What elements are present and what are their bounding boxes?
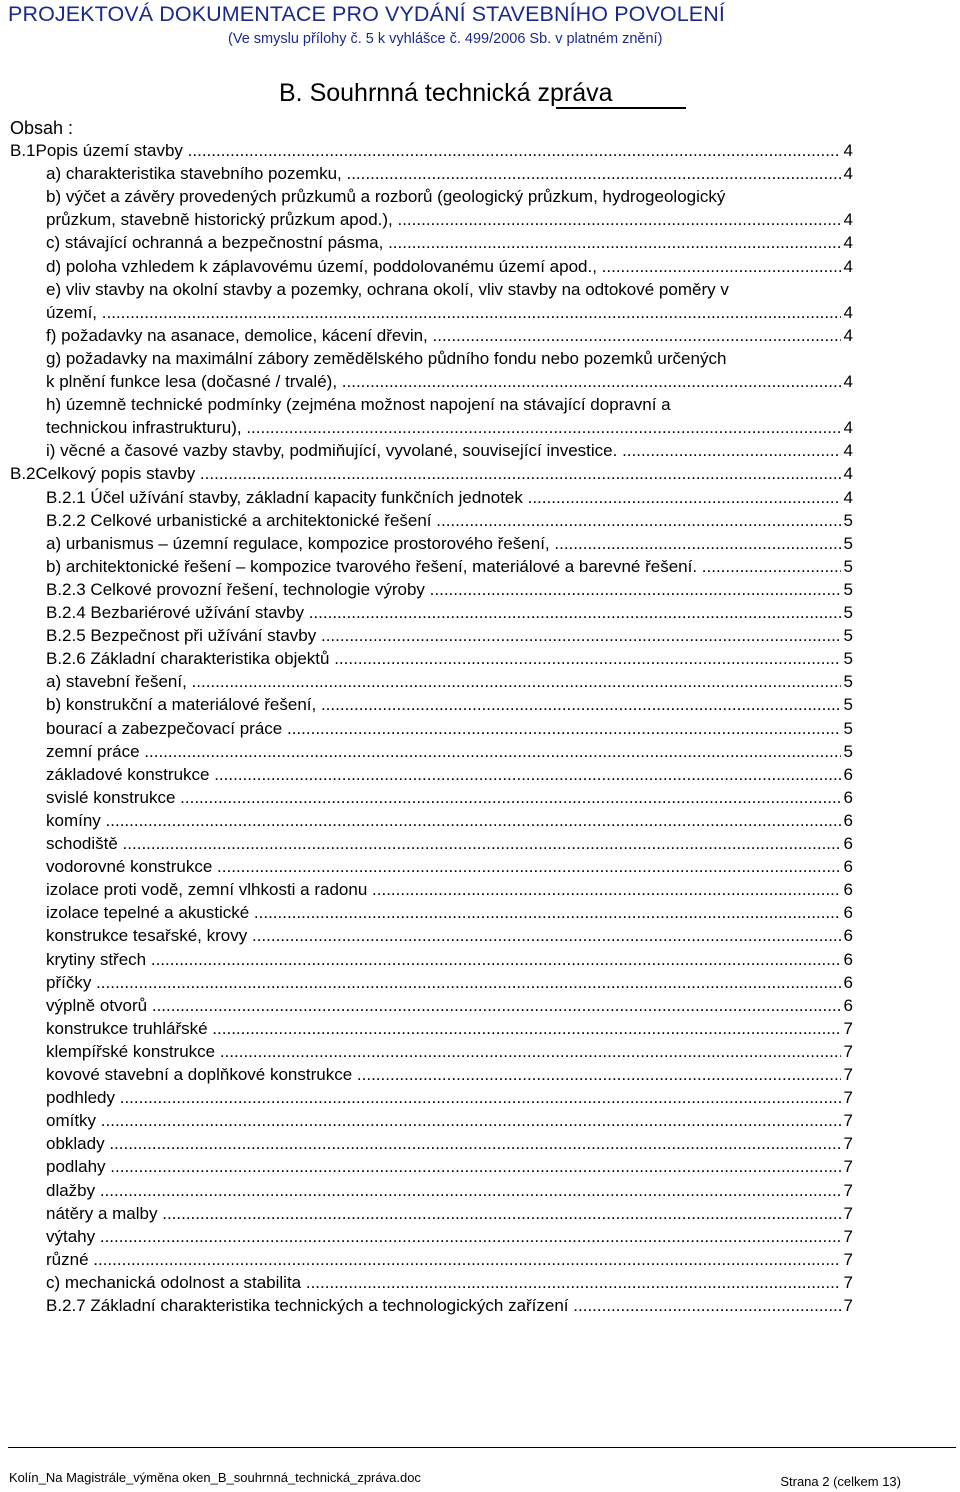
toc-entry[interactable] (46, 510, 853, 532)
toc-entry[interactable] (46, 371, 853, 393)
toc-entry-label: konstrukce truhlářské ..... (46, 1018, 853, 1040)
toc-entry-page-number: 5 (841, 579, 853, 601)
toc-entry[interactable] (46, 417, 853, 439)
toc-entry-label: c) mechanická odolnost a stabilita ..... (46, 1272, 853, 1294)
toc-entry-page-number: 6 (841, 856, 853, 878)
toc-entry[interactable] (46, 972, 853, 994)
toc-entry-line[interactable]: g) požadavky na maximální zábory zemědělského půdního fondu nebo pozemků určených (46, 348, 727, 368)
toc-entry[interactable] (46, 579, 853, 601)
toc-entry[interactable] (46, 533, 853, 555)
toc-entry-page-number: 4 (841, 440, 853, 462)
toc-entry-label: kovové stavební a doplňkové konstrukce ..... (46, 1064, 853, 1086)
toc-entry-label: krytiny střech ..... (46, 949, 853, 971)
toc-entry[interactable] (46, 949, 853, 971)
toc-entry[interactable] (46, 925, 853, 947)
toc-entry-page-number: 5 (841, 648, 853, 670)
toc-entry-label: B.2.2 Celkové urbanistické a architektonické řešení ..... (46, 510, 853, 532)
toc-entry-label: území, ..... (46, 302, 853, 324)
toc-entry[interactable] (46, 1110, 853, 1132)
toc-entry-label: příčky ..... (46, 972, 853, 994)
document-header-subtitle: (Ve smyslu přílohy č. 5 k vyhlášce č. 499/2006 Sb. v platném znění) (228, 31, 663, 47)
toc-entry-page-number: 6 (841, 972, 853, 994)
toc-entry-label: B.2.6 Základní charakteristika objektů ..... (46, 648, 853, 670)
document-header-title: PROJEKTOVÁ DOKUMENTACE PRO VYDÁNÍ STAVEBNÍHO POVOLENÍ (8, 2, 725, 26)
section-title: B. Souhrnná technická zpráva (279, 79, 613, 107)
toc-entry-page-number: 4 (841, 232, 853, 254)
toc-entry[interactable] (46, 648, 853, 670)
toc-entry[interactable] (46, 671, 853, 693)
toc-entry-page-number: 7 (841, 1064, 853, 1086)
toc-entry-label: základové konstrukce ..... (46, 764, 853, 786)
toc-entry[interactable] (46, 718, 853, 740)
toc-entry[interactable] (46, 1087, 853, 1109)
toc-entry-label: B.2.5 Bezpečnost při užívání stavby ..... (46, 625, 853, 647)
toc-entry[interactable] (46, 833, 853, 855)
toc-entry-page-number: 7 (841, 1203, 853, 1225)
toc-entry-label: i) věcné a časové vazby stavby, podmiňující, vyvolané, související investice. ..... (46, 440, 853, 462)
toc-entry-label: průzkum, stavebně historický průzkum apod.), ..... (46, 209, 853, 231)
toc-entry-page-number: 7 (841, 1133, 853, 1155)
toc-entry-page-number: 6 (841, 833, 853, 855)
toc-entry-page-number: 5 (841, 533, 853, 555)
toc-entry-page-number: 7 (841, 1272, 853, 1294)
toc-entry-label: B.2.3 Celkové provozní řešení, technologie výroby ..... (46, 579, 853, 601)
toc-entry[interactable] (46, 163, 853, 185)
toc-entry[interactable] (46, 1041, 853, 1063)
toc-entry[interactable] (46, 902, 853, 924)
toc-entry-page-number: 5 (841, 718, 853, 740)
footer-page-info: Strana 2 (celkem 13) (780, 1474, 901, 1489)
toc-entry[interactable] (46, 741, 853, 763)
toc-entry-line[interactable]: b) výčet a závěry provedených průzkumů a rozborů (geologický průzkum, hydrogeologický (46, 187, 726, 207)
toc-entry-label: a) stavební řešení, ..... (46, 671, 853, 693)
toc-entry-label: různé ..... (46, 1249, 853, 1271)
toc-entry-label: b) architektonické řešení – kompozice tvarového řešení, materiálové a barevné řešení. ..... (46, 556, 853, 578)
toc-entry-label: a) urbanismus – územní regulace, kompozice prostorového řešení, ..... (46, 533, 853, 555)
toc-entry-label: d) poloha vzhledem k záplavovému území, poddolovanému území apod., ..... (46, 256, 853, 278)
toc-entry-page-number: 4 (841, 163, 853, 185)
toc-entry[interactable] (46, 1133, 853, 1155)
toc-entry-label: f) požadavky na asanace, demolice, kácení dřevin, ..... (46, 325, 853, 347)
toc-entry-page-number: 6 (841, 949, 853, 971)
toc-entry-page-number: 6 (841, 787, 853, 809)
toc-entry-label: c) stávající ochranná a bezpečnostní pásma, ..... (46, 232, 853, 254)
toc-entry-label: B.2.1 Účel užívání stavby, základní kapacity funkčních jednotek ..... (46, 487, 853, 509)
toc-entry-label: výplně otvorů ..... (46, 995, 853, 1017)
toc-entry-page-number: 4 (841, 209, 853, 231)
toc-entry[interactable] (46, 440, 853, 462)
section-title-underline (556, 107, 686, 109)
toc-entry[interactable] (46, 1272, 853, 1294)
toc-entry-page-number: 4 (841, 325, 853, 347)
toc-entry-page-number: 7 (841, 1018, 853, 1040)
footer-filename: Kolín_Na Magistrále_výměna oken_B_souhrnná_technická_zpráva.doc (9, 1470, 421, 1485)
toc-entry-page-number: 4 (841, 140, 853, 162)
toc-entry-label: podhledy ..... (46, 1087, 853, 1109)
toc-entry[interactable] (46, 1203, 853, 1225)
toc-entry[interactable] (46, 625, 853, 647)
toc-entry[interactable] (46, 995, 853, 1017)
toc-entry[interactable] (46, 487, 853, 509)
toc-entry-page-number: 4 (841, 487, 853, 509)
toc-entry-page-number: 6 (841, 879, 853, 901)
toc-entry-line[interactable]: e) vliv stavby na okolní stavby a pozemky, ochrana okolí, vliv stavby na odtokové poměry v (46, 279, 729, 299)
toc-entry-page-number: 7 (841, 1087, 853, 1109)
toc-entry-page-number: 7 (841, 1295, 853, 1317)
toc-entry-page-number: 7 (841, 1110, 853, 1132)
toc-entry[interactable] (46, 1156, 853, 1178)
toc-entry-page-number: 4 (841, 302, 853, 324)
toc-entry-page-number: 7 (841, 1226, 853, 1248)
toc-entry-page-number: 5 (841, 556, 853, 578)
toc-entry-page-number: 6 (841, 764, 853, 786)
toc-entry[interactable] (46, 1295, 853, 1317)
toc-entry-label: a) charakteristika stavebního pozemku, ..... (46, 163, 853, 185)
toc-entry-label: výtahy ..... (46, 1226, 853, 1248)
toc-entry-label: B.1Popis území stavby ..... (10, 140, 853, 162)
toc-entry-label: B.2.7 Základní charakteristika technických a technologických zařízení ..... (46, 1295, 853, 1317)
toc-entry-label: schodiště ..... (46, 833, 853, 855)
toc-entry-label: obklady ..... (46, 1133, 853, 1155)
toc-entry[interactable] (46, 232, 853, 254)
toc-entry[interactable] (46, 602, 853, 624)
toc-entry[interactable] (10, 463, 853, 485)
toc-entry-label: B.2.4 Bezbariérové užívání stavby ..... (46, 602, 853, 624)
toc-entry-page-number: 5 (841, 741, 853, 763)
toc-entry-label: vodorovné konstrukce ..... (46, 856, 853, 878)
toc-entry[interactable] (46, 1180, 853, 1202)
toc-entry-page-number: 5 (841, 510, 853, 532)
toc-entry[interactable] (46, 764, 853, 786)
toc-entry-page-number: 4 (841, 371, 853, 393)
toc-entry-page-number: 5 (841, 625, 853, 647)
toc-entry[interactable] (46, 209, 853, 231)
toc-heading: Obsah : (10, 118, 74, 138)
toc-entry-page-number: 5 (841, 671, 853, 693)
toc-entry-page-number: 6 (841, 810, 853, 832)
toc-entry[interactable] (46, 256, 853, 278)
toc-entry-label: k plnění funkce lesa (dočasné / trvalé), ..... (46, 371, 853, 393)
toc-entry-page-number: 7 (841, 1249, 853, 1271)
toc-entry-label: nátěry a malby ..... (46, 1203, 853, 1225)
toc-entry-label: bourací a zabezpečovací práce ..... (46, 718, 853, 740)
toc-entry-label: konstrukce tesařské, krovy ..... (46, 925, 853, 947)
toc-entry-page-number: 6 (841, 925, 853, 947)
toc-entry[interactable] (46, 556, 853, 578)
toc-entry-label: zemní práce ..... (46, 741, 853, 763)
toc-entry-label: komíny ..... (46, 810, 853, 832)
toc-entry-label: b) konstrukční a materiálové řešení, ..... (46, 694, 853, 716)
toc-entry-page-number: 4 (841, 256, 853, 278)
toc-entry-label: svislé konstrukce ..... (46, 787, 853, 809)
toc-entry-label: podlahy ..... (46, 1156, 853, 1178)
toc-entry-label: izolace tepelné a akustické ..... (46, 902, 853, 924)
toc-entry-page-number: 5 (841, 602, 853, 624)
toc-entry-page-number: 4 (841, 463, 853, 485)
toc-entry-label: dlažby ..... (46, 1180, 853, 1202)
toc-entry-page-number: 7 (841, 1041, 853, 1063)
toc-entry-label: B.2Celkový popis stavby ..... (10, 463, 853, 485)
toc-entry-page-number: 7 (841, 1180, 853, 1202)
footer-divider (8, 1447, 956, 1448)
toc-entry-page-number: 5 (841, 694, 853, 716)
toc-entry[interactable] (46, 302, 853, 324)
toc-entry[interactable] (46, 694, 853, 716)
toc-entry[interactable] (46, 1064, 853, 1086)
toc-entry-label: technickou infrastrukturu), ..... (46, 417, 853, 439)
toc-entry[interactable] (46, 1249, 853, 1271)
toc-entry-page-number: 4 (841, 417, 853, 439)
toc-entry[interactable] (46, 787, 853, 809)
toc-entry-line[interactable]: h) územně technické podmínky (zejména možnost napojení na stávající dopravní a (46, 395, 671, 415)
toc-entry-label: klempířské konstrukce ..... (46, 1041, 853, 1063)
toc-entry[interactable] (46, 879, 853, 901)
toc-entry-page-number: 6 (841, 902, 853, 924)
toc-entry-page-number: 6 (841, 995, 853, 1017)
toc-entry[interactable] (46, 1226, 853, 1248)
toc-entry[interactable] (46, 1018, 853, 1040)
toc-entry[interactable] (46, 856, 853, 878)
toc-entry-label: omítky ..... (46, 1110, 853, 1132)
toc-entry-label: izolace proti vodě, zemní vlhkosti a radonu ..... (46, 879, 853, 901)
toc-entry[interactable] (46, 810, 853, 832)
toc-entry[interactable] (46, 325, 853, 347)
toc-entry-page-number: 7 (841, 1156, 853, 1178)
toc-entry[interactable] (10, 140, 853, 162)
